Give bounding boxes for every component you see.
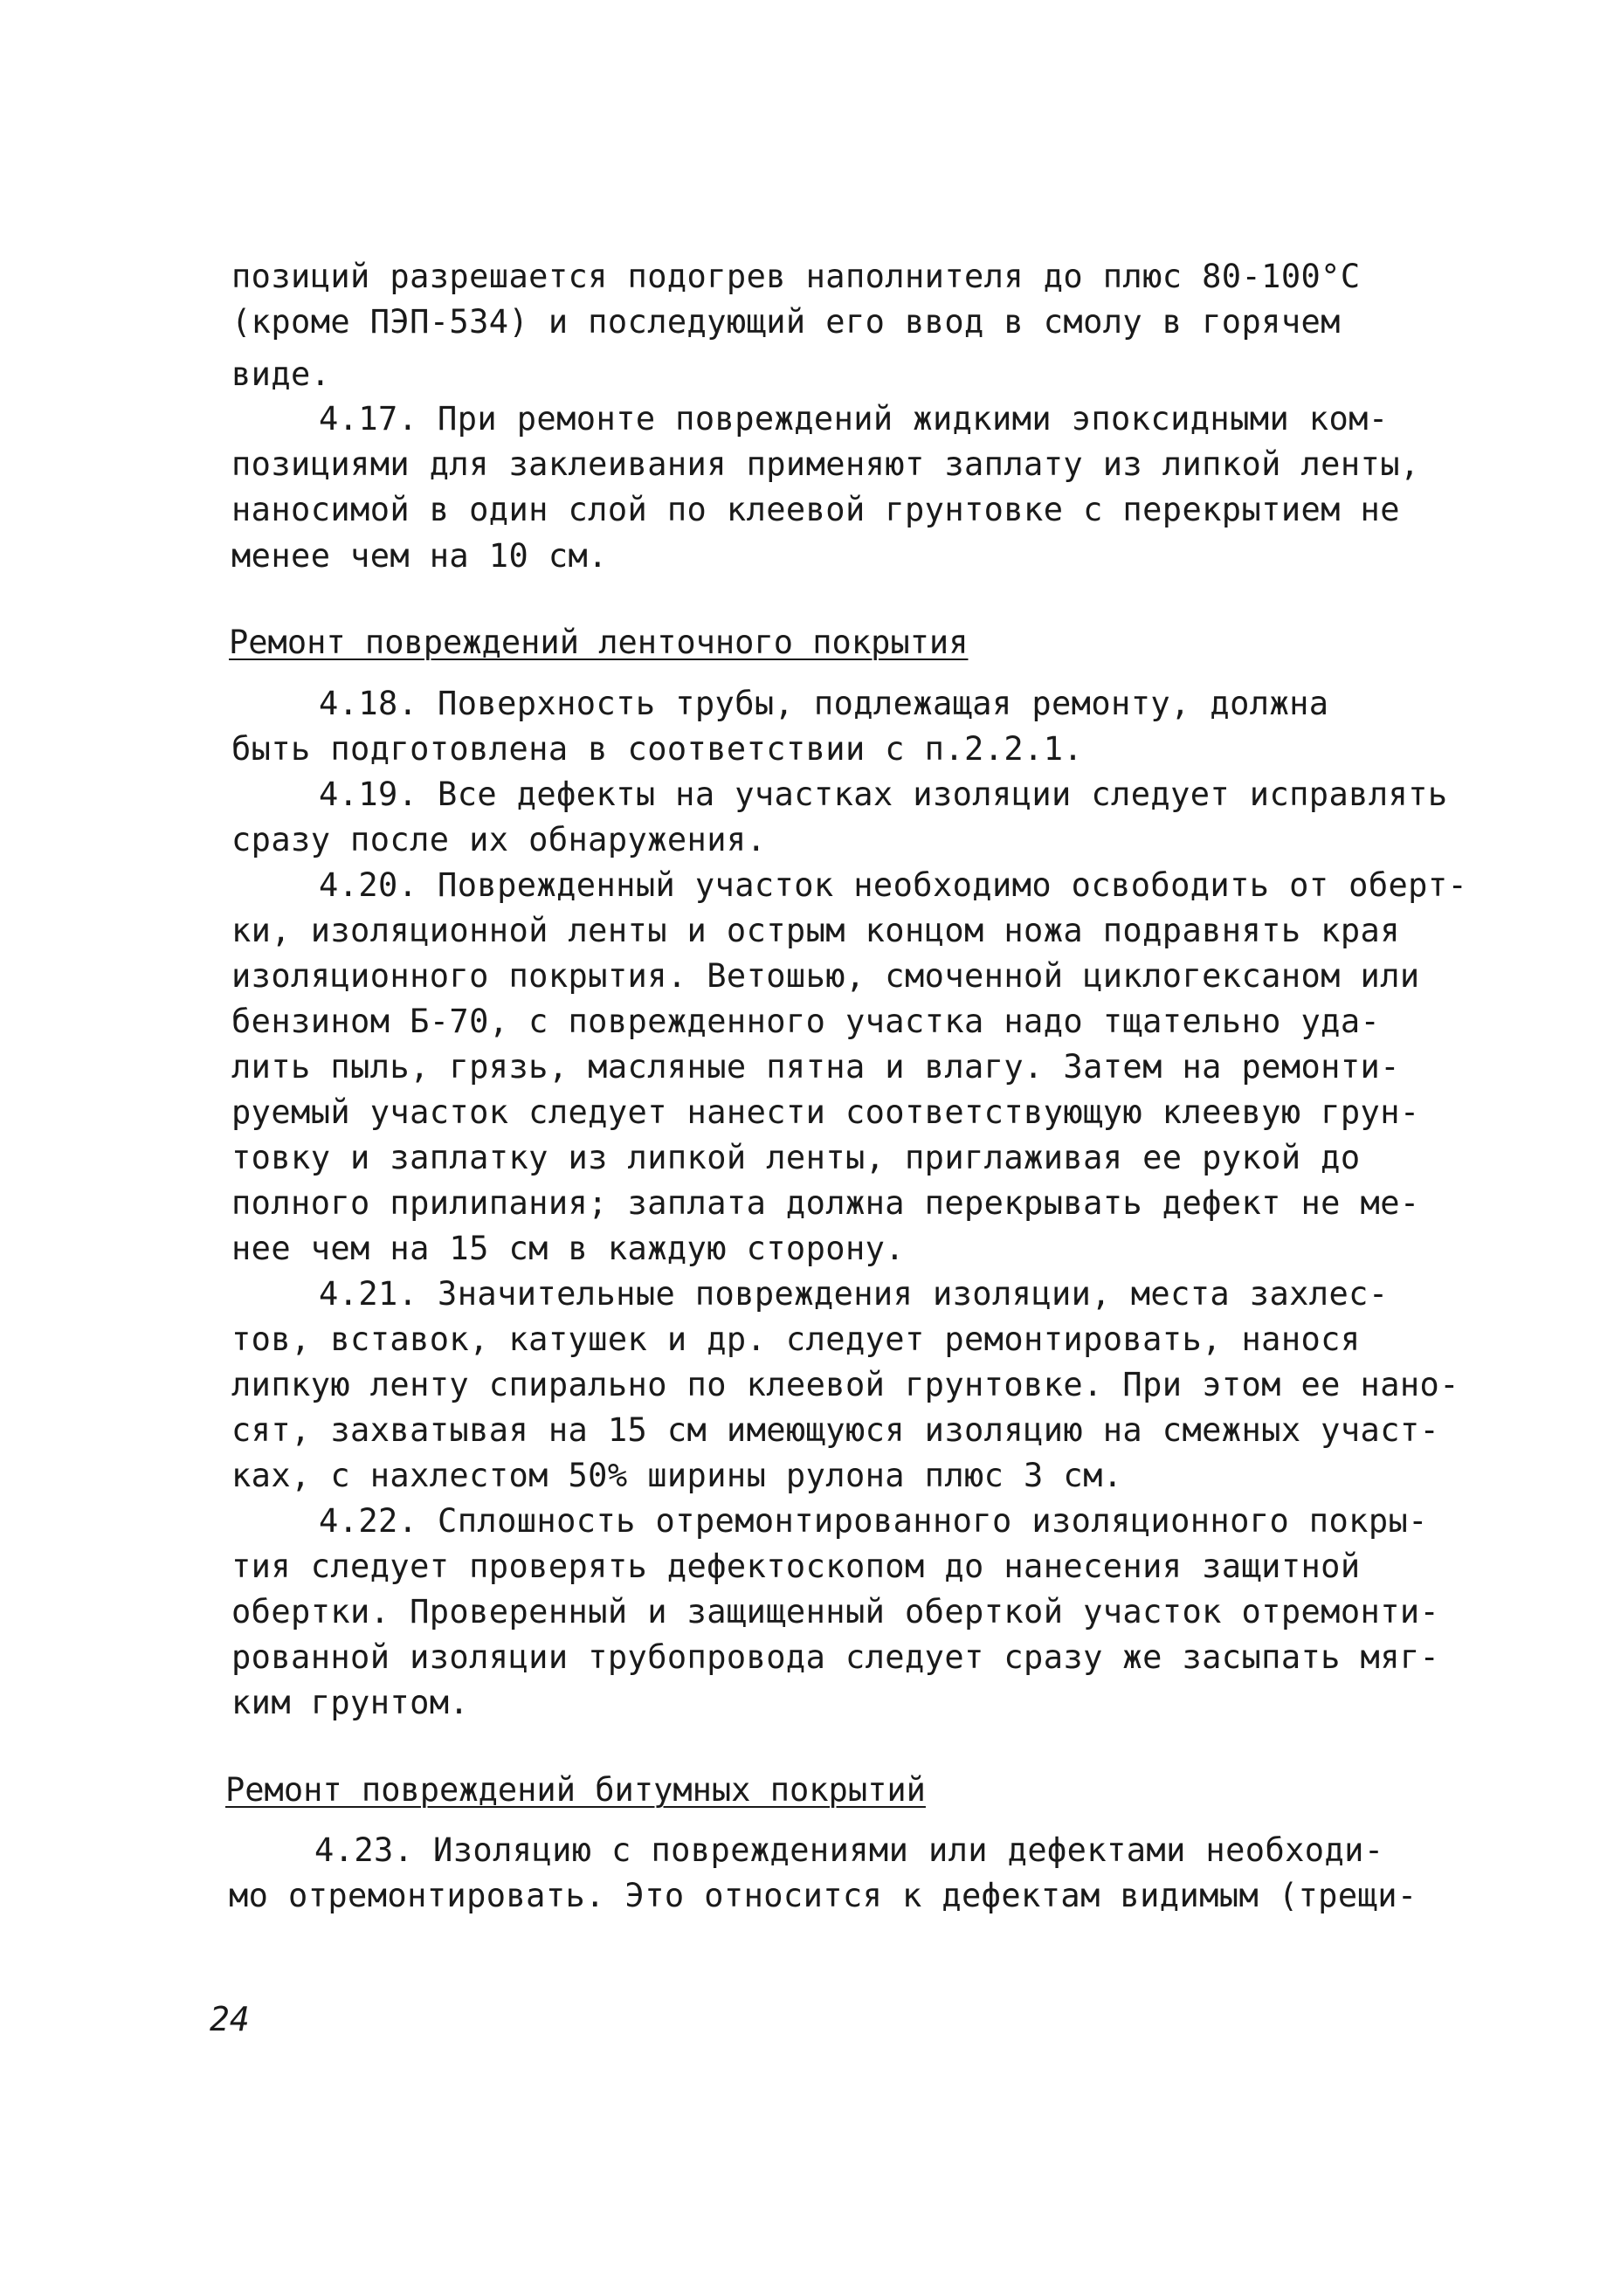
text-line: обертки. Проверенный и защищенный оберткой участок отремонти- bbox=[231, 1593, 1440, 1631]
text-line: сразу после их обнаружения. bbox=[231, 821, 767, 858]
text-line: менее чем на 10 см. bbox=[231, 537, 608, 575]
text-line: изоляционного покрытия. Ветошью, смоченной циклогексаном или bbox=[231, 957, 1420, 995]
text-line: позиций разрешается подогрев наполнителя до плюс 80-100°C bbox=[231, 258, 1361, 295]
text-line: 4.18. Поверхность трубы, подлежащая ремонту, должна bbox=[319, 685, 1329, 722]
text-line: ках, с нахлестом 50% ширины рулона плюс 3 см. bbox=[231, 1457, 1123, 1494]
text-line: наносимой в один слой по клеевой грунтовке с перекрытием не bbox=[231, 491, 1400, 528]
text-line: 4.21. Значительные повреждения изоляции, места захлес- bbox=[319, 1275, 1389, 1313]
text-line: (кроме ПЭП-534) и последующий его ввод в смолу в горячем bbox=[231, 303, 1341, 341]
section-heading: Ремонт повреждений битумных покрытий bbox=[225, 1771, 926, 1809]
text-line: позициями для заклеивания применяют заплату из липкой ленты, bbox=[231, 445, 1420, 483]
text-line: липкую ленту спирально по клеевой грунтовке. При этом ее нано- bbox=[231, 1366, 1459, 1403]
text-line: 4.19. Все дефекты на участках изоляции следует исправлять bbox=[319, 776, 1448, 813]
text-line: нее чем на 15 см в каждую сторону. bbox=[231, 1230, 905, 1267]
text-line: товку и заплатку из липкой ленты, приглаживая ее рукой до bbox=[231, 1139, 1361, 1176]
text-line: сят, захватывая на 15 см имеющуюся изоляцию на смежных участ- bbox=[231, 1411, 1440, 1449]
text-line: тов, вставок, катушек и др. следует ремонтировать, нанося bbox=[231, 1320, 1361, 1358]
text-line: полного прилипания; заплата должна перекрывать дефект не ме- bbox=[231, 1184, 1420, 1222]
text-line: лить пыль, грязь, масляные пятна и влагу. Затем на ремонти- bbox=[231, 1048, 1400, 1086]
text-line: ки, изоляционной ленты и острым концом ножа подравнять края bbox=[231, 912, 1400, 949]
text-line: 4.23. Изоляцию с повреждениями или дефектами необходи- bbox=[314, 1831, 1384, 1869]
text-line: рованной изоляции трубопровода следует сразу же засыпать мяг- bbox=[231, 1638, 1440, 1676]
text-line: мо отремонтировать. Это относится к дефектам видимым (трещи- bbox=[229, 1877, 1418, 1914]
section-heading: Ремонт повреждений ленточного покрытия bbox=[229, 624, 969, 661]
text-line: 4.20. Поврежденный участок необходимо освободить от оберт- bbox=[319, 866, 1468, 904]
text-line: бензином Б-70, с поврежденного участка надо тщательно уда- bbox=[231, 1003, 1381, 1040]
text-line: тия следует проверять дефектоскопом до нанесения защитной bbox=[231, 1548, 1361, 1585]
text-line: руемый участок следует нанести соответствующую клеевую грун- bbox=[231, 1093, 1420, 1131]
text-line: виде. bbox=[231, 355, 331, 393]
text-line: быть подготовлена в соответствии с п.2.2.1. bbox=[231, 730, 1084, 768]
text-line: 4.22. Сплошность отремонтированного изоляционного покры- bbox=[319, 1502, 1428, 1540]
page-number: 24 bbox=[210, 2000, 250, 2038]
text-line: ким грунтом. bbox=[231, 1684, 470, 1721]
text-line: 4.17. При ремонте повреждений жидкими эпоксидными ком- bbox=[319, 400, 1389, 438]
